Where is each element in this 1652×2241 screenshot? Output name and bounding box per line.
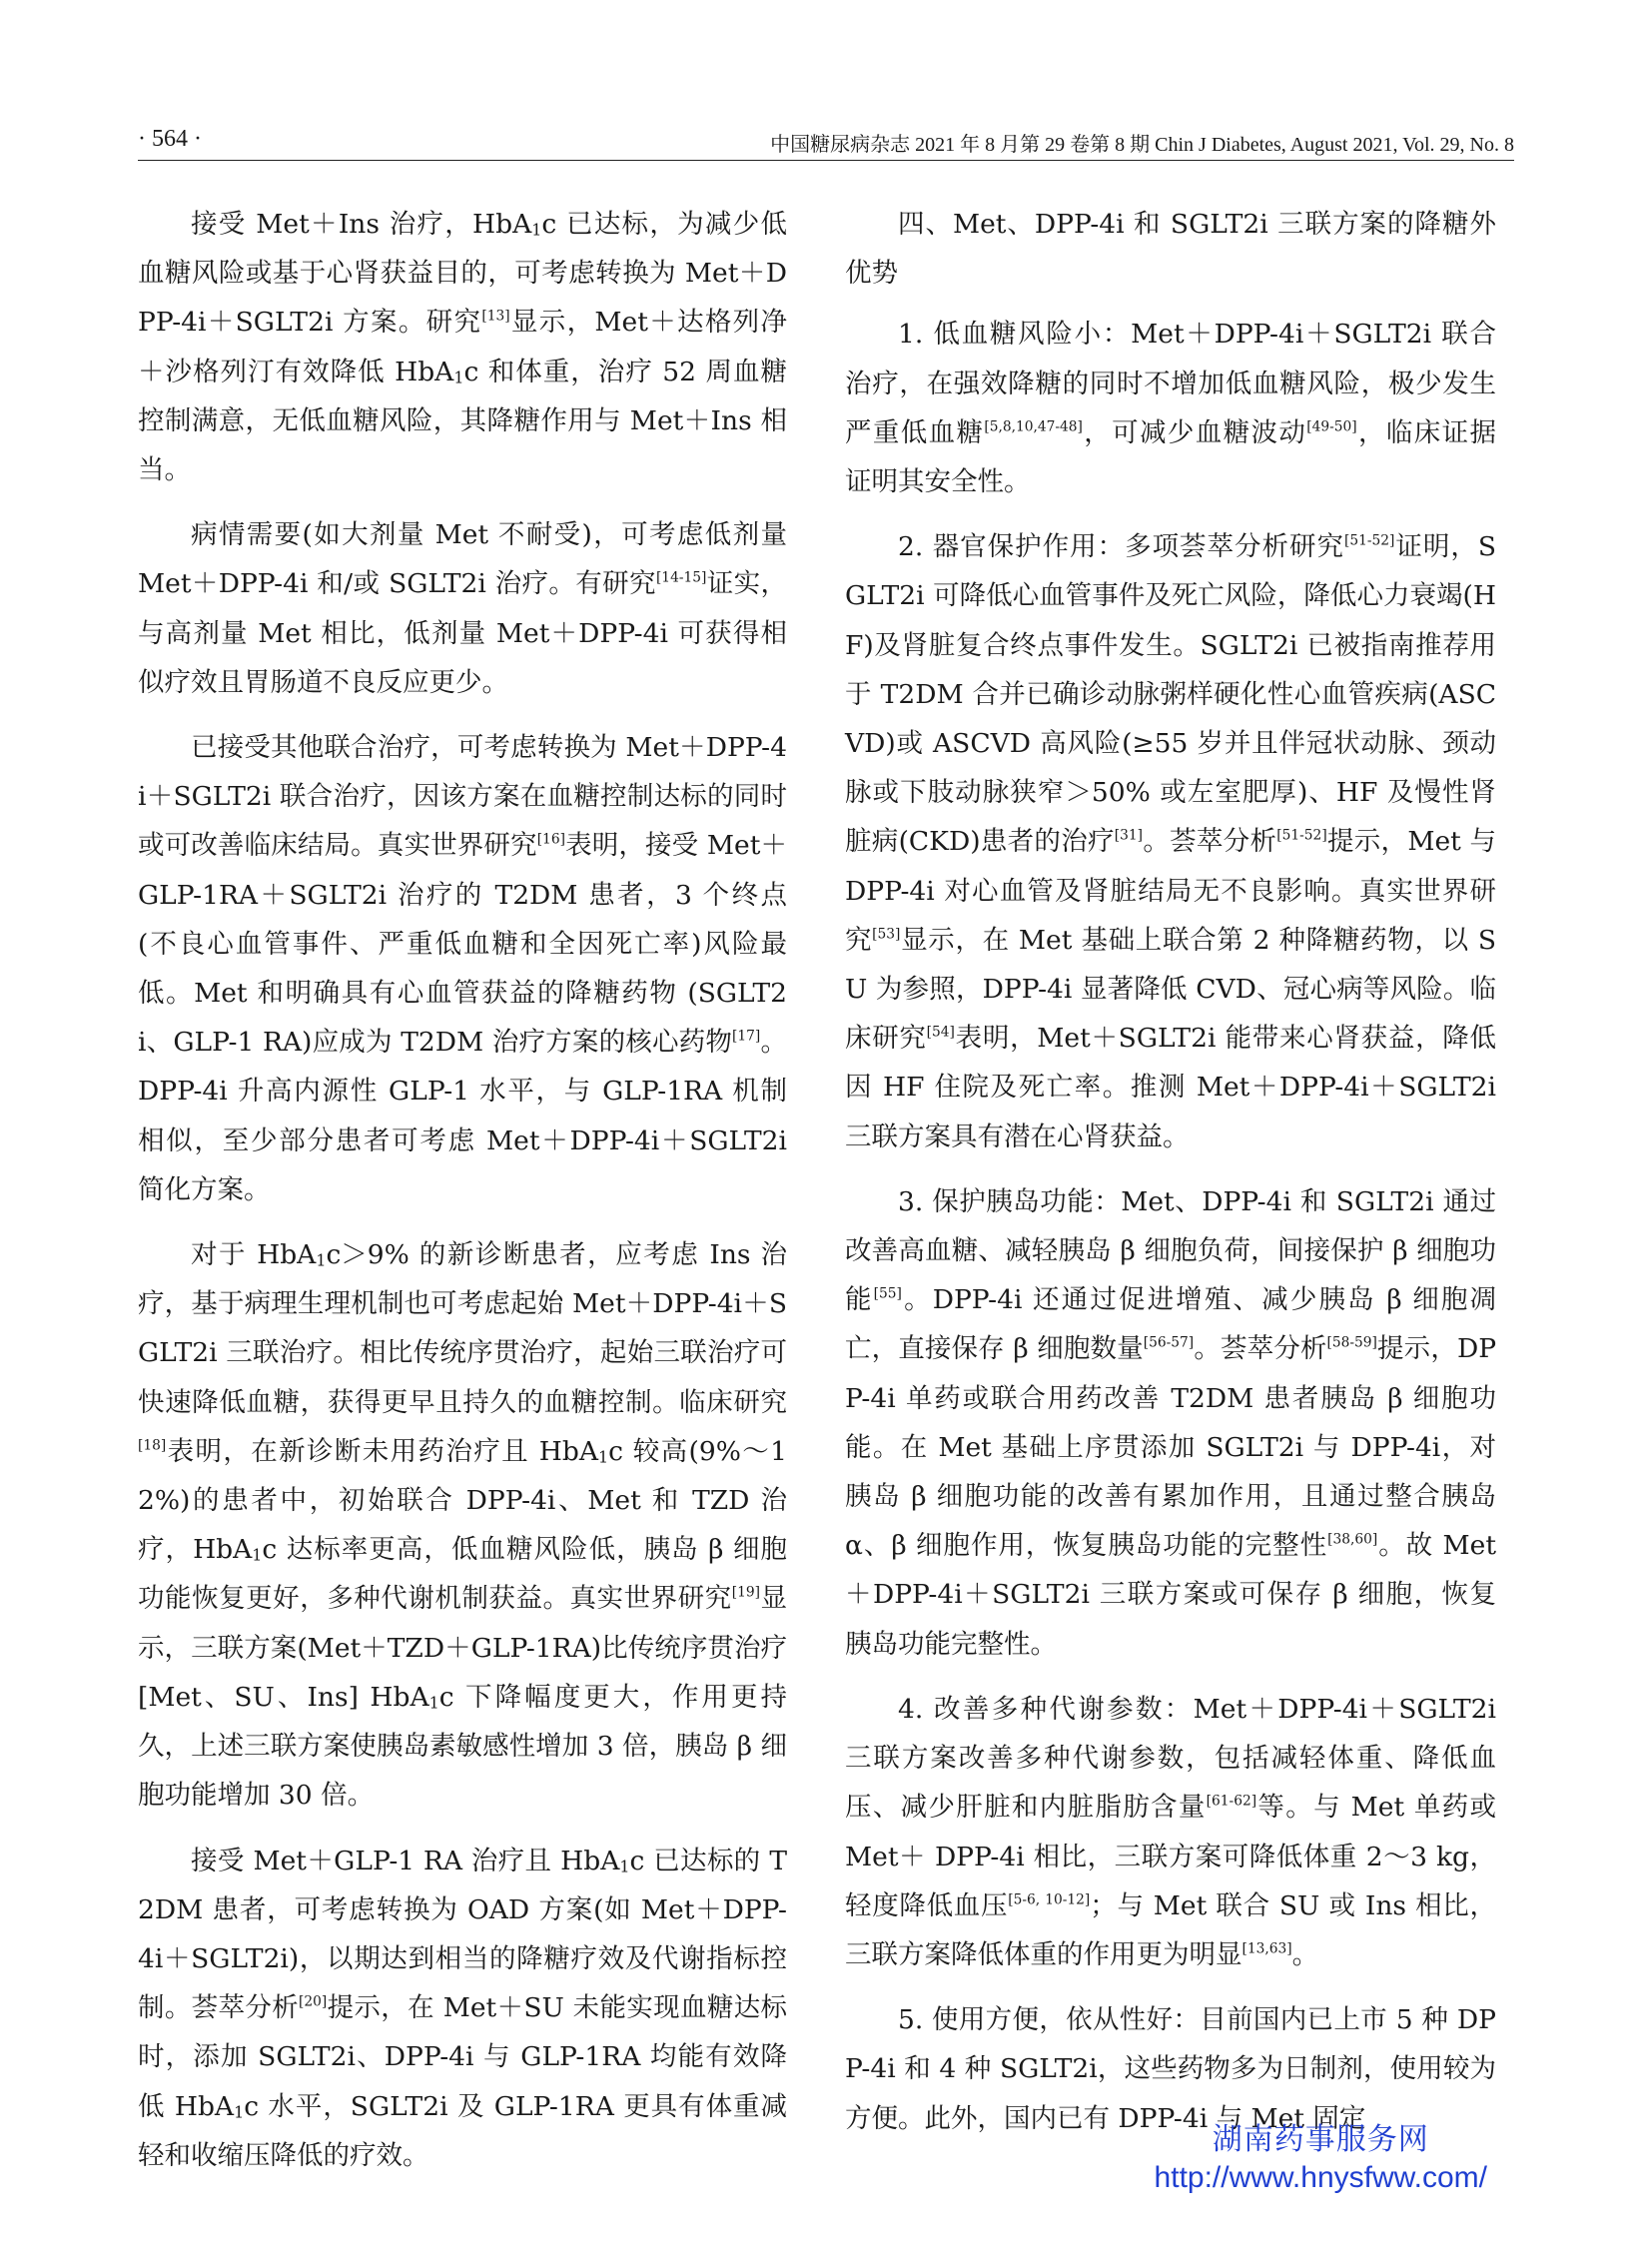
citation-ref: [61-62]: [1206, 1793, 1257, 1810]
citation-ref: [16]: [536, 832, 565, 849]
citation-ref: [14-15]: [655, 570, 707, 587]
left-column: [138, 200, 787, 2196]
subscript: 1: [316, 1250, 327, 1270]
page-number: · 564 ·: [138, 126, 202, 152]
citation-ref: [13]: [481, 309, 510, 326]
subscript: 1: [428, 1693, 439, 1713]
running-header: [138, 120, 1514, 161]
citation-ref: [55]: [873, 1285, 902, 1302]
citation-ref: [38,60]: [1327, 1531, 1378, 1548]
body-paragraph: 接受 Met＋Ins 治疗，HbA$_1$c 已达标，为减少低血糖风险或基于心肾获益目的，可考虑转换为 Met＋DPP-4i＋SGLT2i 方案。研究[13]显示，Met＋达格列净＋沙格列汀有效降低 HbA$_1$c 和体重，治疗 52 周血糖控制满意，无低血糖风险，其降糖作用与 Met＋Ins 相当。: [138, 209, 788, 486]
watermark-site-name: 湖南药事服务网: [1212, 2122, 1429, 2157]
body-paragraph: 1. 低血糖风险小：Met＋DPP-4i＋SGLT2i 联合治疗，在强效降糖的同时不增加低血糖风险，极少发生严重低血糖[5,8,10,47-48]，可减少血糖波动[49-50]，临床证据证明其安全性。: [845, 319, 1497, 498]
body-paragraph: 5. 使用方便，依从性好：目前国内已上市 5 种 DPP-4i 和 4 种 SGLT2i，这些药物多为日制剂，使用较为方便。此外，国内已有 DPP-4i 与 Met 固定: [845, 2004, 1496, 2134]
body-paragraph: 2. 器官保护作用：多项荟萃分析研究[51-52]证明，SGLT2i 可降低心血管事件及死亡风险，降低心力衰竭(HF)及肾脏复合终点事件发生。SGLT2i 已被指南推荐用于 T2DM 合并已确诊动脉粥样硬化性心血管疾病(ASCVD)或 ASCVD 高风险(≥55 岁并且伴冠状动脉、颈动脉或下肢动脉狭窄＞50% 或左室肥厚)、HF 及慢性肾脏病(CKD)患者的治疗[31]。荟萃分析[51-52]提示，Met 与 DPP-4i 对心血管及肾脏结局无不良影响。真实世界研究[53]显示，在 Met 基础上联合第 2 种降糖药物，以 SU 为参照，DPP-4i 显著降低 CVD、冠心病等风险。临床研究[54]表明，Met＋SGLT2i 能带来心肾获益，降低因 HF 住院及死亡率。推测 Met＋DPP-4i＋SGLT2i 三联方案具有潜在心肾获益。: [845, 531, 1497, 1152]
citation-ref: [58-59]: [1326, 1335, 1377, 1352]
citation-ref: [49-50]: [1306, 418, 1357, 435]
subscript: 1: [598, 1447, 609, 1467]
citation-ref: [31]: [1114, 828, 1144, 845]
body-paragraph: 3. 保护胰岛功能：Met、DPP-4i 和 SGLT2i 通过改善高血糖、减轻胰岛 β 细胞负荷，间接保护 β 细胞功能[55]。DPP-4i 还通过促进增殖、减少胰岛 β 细胞凋亡，直接保存 β 细胞数量[56-57]。荟萃分析[58-59]提示，DPP-4i 单药或联合用药改善 T2DM 患者胰岛 β 细胞功能。在 Met 基础上序贯添加 SGLT2i 与 DPP-4i，对胰岛 β 细胞功能的改善有累加作用，且通过整合胰岛 α、β 细胞作用，恢复胰岛功能的完整性[38,60]。故 Met＋DPP-4i＋SGLT2i 三联方案或可保存 β 细胞，恢复胰岛功能完整性。: [845, 1185, 1497, 1660]
citation-ref: [51-52]: [1343, 532, 1395, 549]
citation-ref: [18]: [138, 1437, 167, 1454]
site-watermark: [1155, 2121, 1487, 2197]
citation-ref: [5,8,10,47-48]: [984, 418, 1083, 435]
section-heading: 四、Met、DPP-4i 和 SGLT2i 三联方案的降糖外优势: [845, 209, 1496, 290]
citation-ref: [17]: [732, 1028, 761, 1045]
citation-ref: [51-52]: [1276, 828, 1327, 845]
citation-ref: [13,63]: [1241, 1940, 1292, 1957]
citation-ref: [56-57]: [1143, 1335, 1195, 1352]
citation-ref: [54]: [926, 1024, 955, 1041]
subscript: 1: [619, 1856, 630, 1875]
subscript: 1: [531, 220, 542, 240]
citation-ref: [53]: [872, 926, 901, 943]
right-column: [845, 200, 1496, 2159]
citation-ref: [19]: [731, 1585, 760, 1602]
journal-citation: 中国糖尿病杂志 2021 年 8 月第 29 卷第 8 期 Chin J Diabetes, August 2021, Vol. 29, No. 8: [770, 134, 1514, 156]
body-paragraph: 4. 改善多种代谢参数：Met＋DPP-4i＋SGLT2i 三联方案改善多种代谢参数，包括减轻体重、降低血压、减少肝脏和内脏脂肪含量[61-62]等。与 Met 单药或 Met＋ DPP-4i 相比，三联方案可降低体重 2～3 kg，轻度降低血压[5-6, 10-12]；与 Met 联合 SU 或 Ins 相比，三联方案降低体重的作用更为明显[13,63]。: [845, 1693, 1497, 1970]
body-paragraph: 病情需要(如大剂量 Met 不耐受)，可考虑低剂量 Met＋DPP-4i 和/或 SGLT2i 治疗。有研究[14-15]证实，与高剂量 Met 相比，低剂量 Met＋DPP-4i 可获得相似疗效且胃肠道不良反应更少。: [138, 519, 787, 698]
subscript: 1: [234, 2101, 245, 2121]
body-paragraph: 已接受其他联合治疗，可考虑转换为 Met＋DPP-4i＋SGLT2i 联合治疗，因该方案在血糖控制达标的同时或可改善临床结局。真实世界研究[16]表明，接受 Met＋GLP-1RA＋SGLT2i 治疗的 T2DM 患者，3 个终点(不良心血管事件、严重低血糖和全因死亡率)风险最低。Met 和明确具有心血管获益的降糖药物 (SGLT2i、GLP-1 RA)应成为 T2DM 治疗方案的核心药物[17]。DPP-4i 升高内源性 GLP-1 水平，与 GLP-1RA 机制相似，至少部分患者可考虑 Met＋DPP-4i＋SGLT2i 简化方案。: [138, 732, 788, 1205]
body-paragraph: 接受 Met＋GLP-1 RA 治疗且 HbA$_1$c 已达标的 T2DM 患者，可考虑转换为 OAD 方案(如 Met＋DPP-4i＋SGLT2i)，以期达到相当的降糖疗效及代谢指标控制。荟萃分析[20]提示，在 Met＋SU 未能实现血糖达标时，添加 SGLT2i、DPP-4i 与 GLP-1RA 均能有效降低 HbA$_1$c 水平，SGLT2i 及 GLP-1RA 更具有体重减轻和收缩压降低的疗效。: [138, 1845, 788, 2171]
subscript: 1: [252, 1545, 263, 1565]
body-paragraph: 对于 HbA$_1$c＞9% 的新诊断患者，应考虑 Ins 治疗，基于病理生理机制也可考虑起始 Met＋DPP-4i＋SGLT2i 三联治疗。相比传统序贯治疗，起始三联治疗可快速降低血糖，获得更早且持久的血糖控制。临床研究[18]表明，在新诊断未用药治疗且 HbA$_1$c 较高(9%～12%)的患者中，初始联合 DPP-4i、Met 和 TZD 治疗，HbA$_1$c 达标率更高，低血糖风险低，胰岛 β 细胞功能恢复更好，多种代谢机制获益。真实世界研究[19]显示，三联方案(Met＋TZD＋GLP-1RA)比传统序贯治疗[Met、SU、Ins] HbA$_1$c 下降幅度更大，作用更持久，上述三联方案使胰岛素敏感性增加 3 倍，胰岛 β 细胞功能增加 30 倍。: [138, 1239, 788, 1812]
citation-ref: [5-6, 10-12]: [1008, 1891, 1091, 1908]
subscript: 1: [453, 367, 464, 386]
citation-ref: [20]: [299, 1993, 328, 2010]
watermark-url: http://www.hnysfww.com/: [1154, 2161, 1487, 2194]
